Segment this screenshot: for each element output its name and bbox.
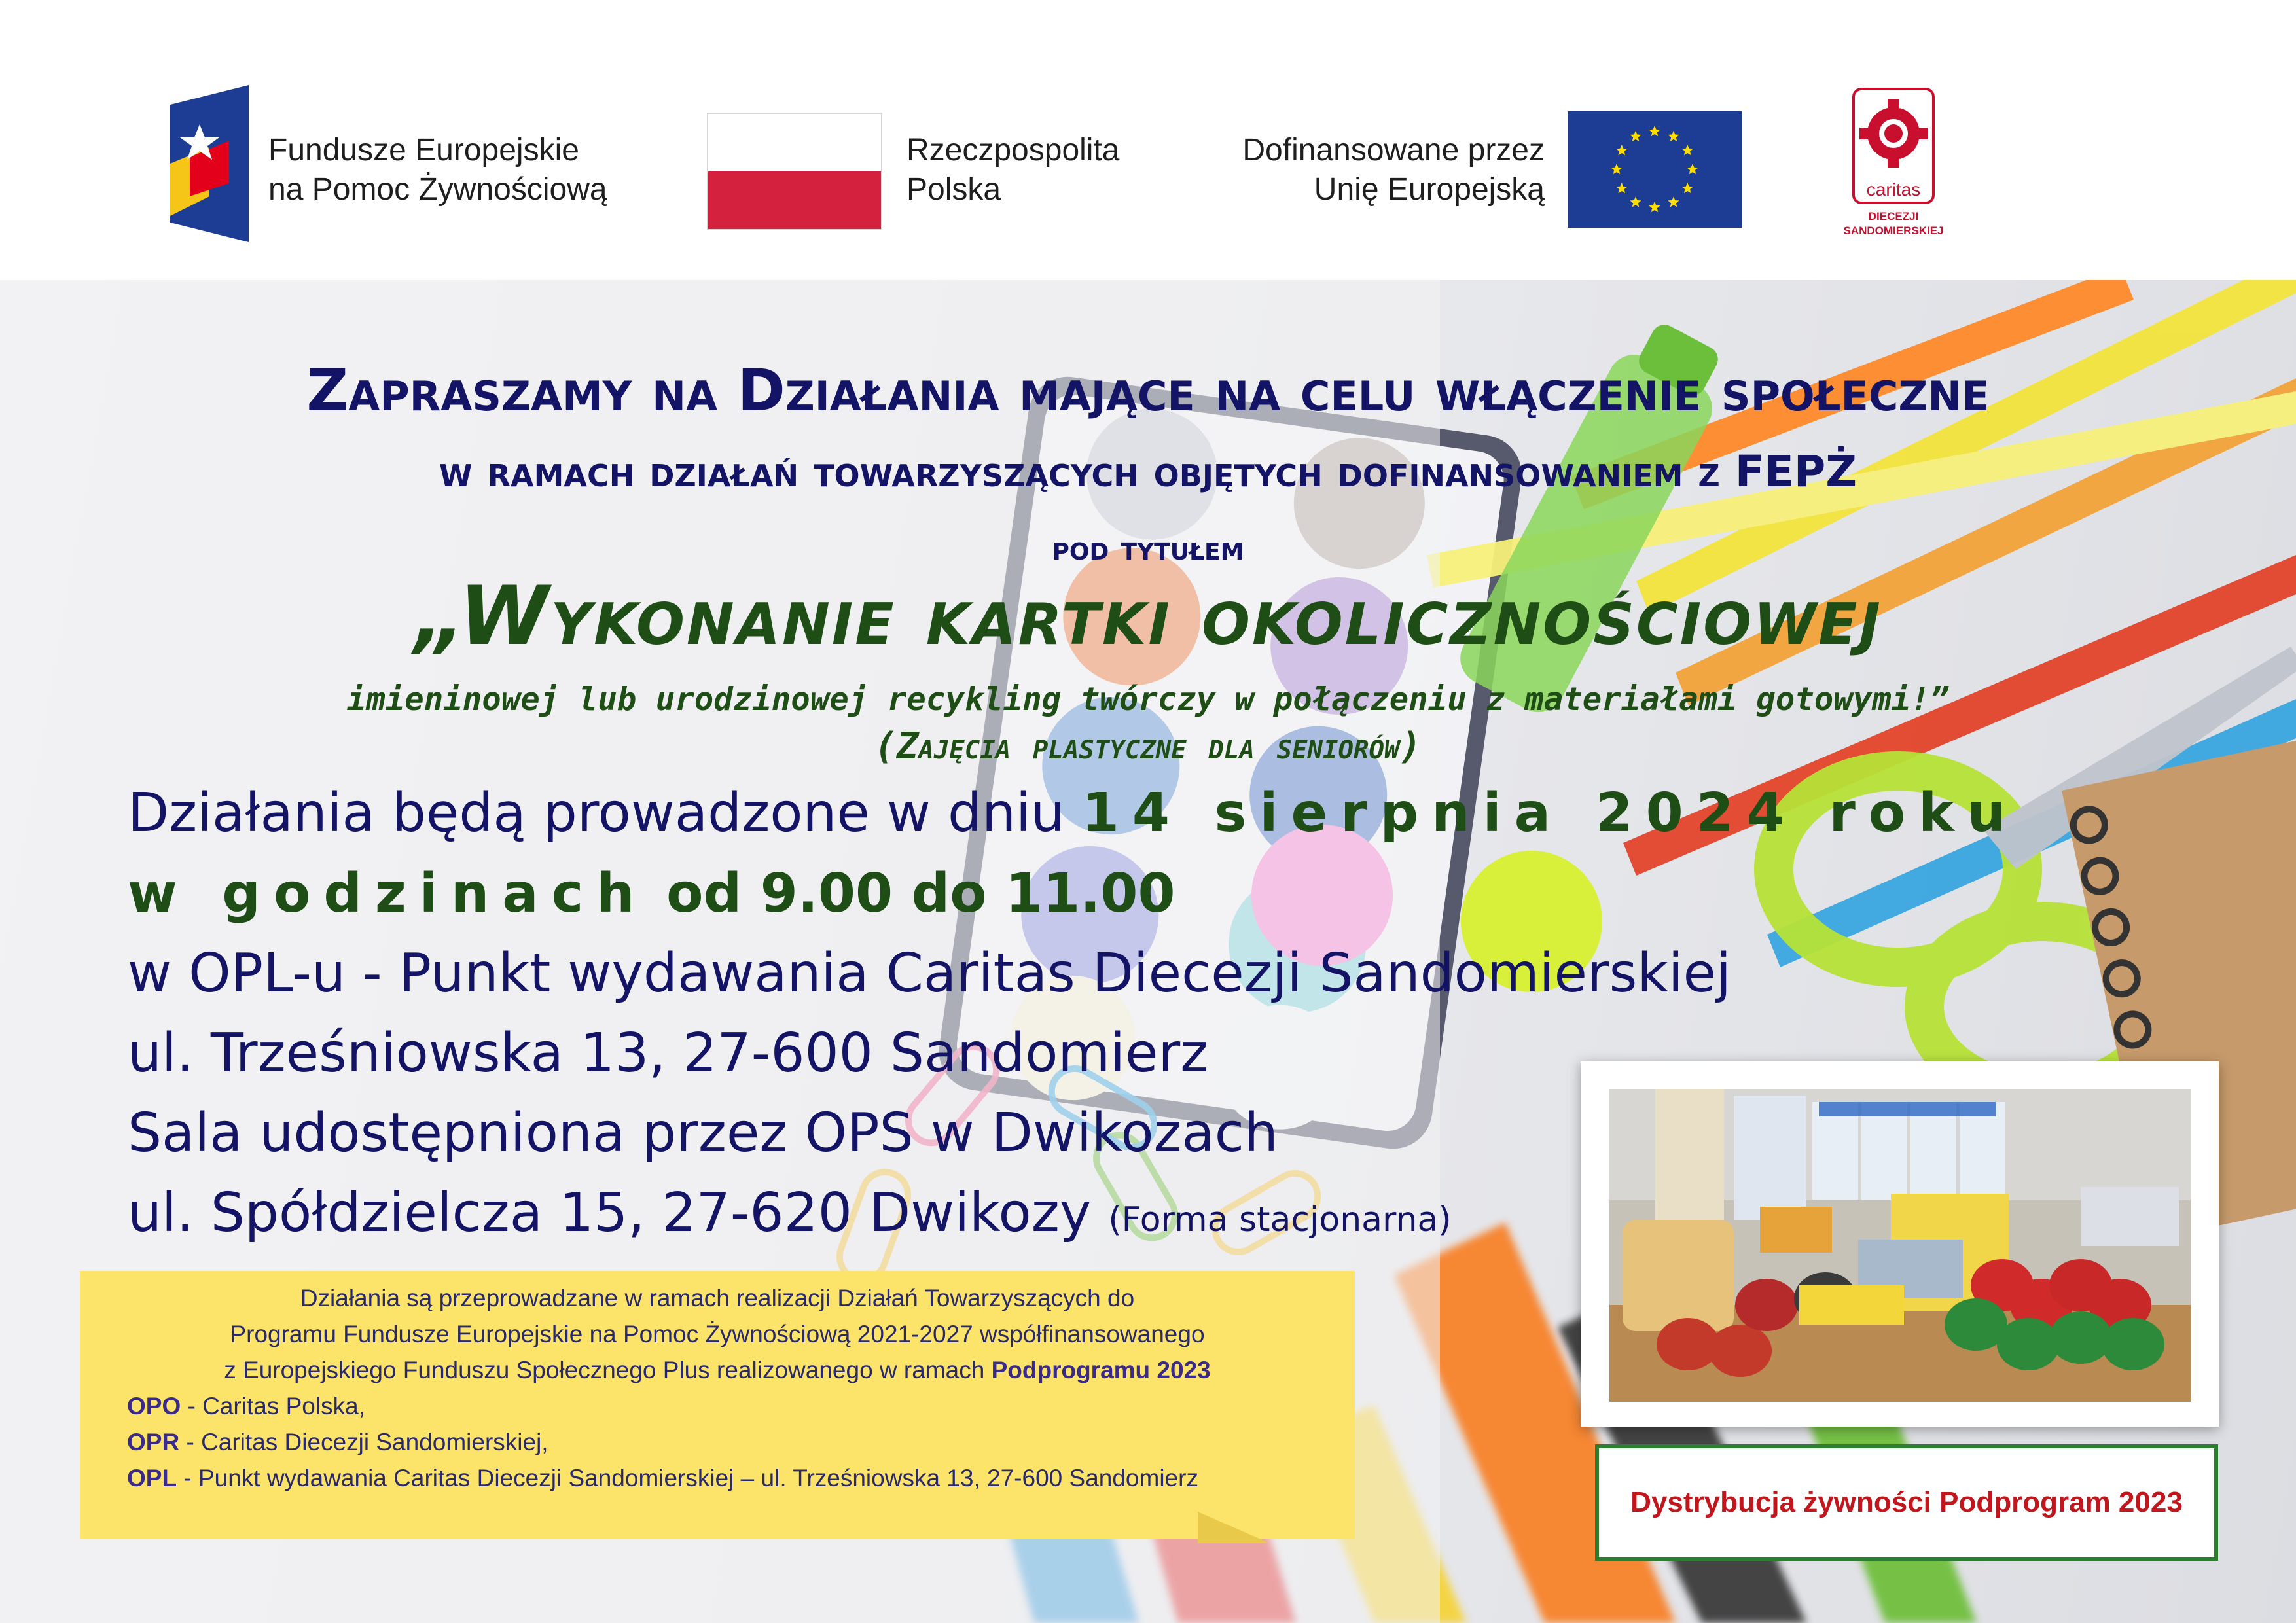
fundusze-europejskie-text xyxy=(268,131,687,209)
fundusze-europejskie-logo xyxy=(164,85,249,242)
pl-line1: Rzeczpospolita xyxy=(906,133,1120,168)
opr-label: OPR xyxy=(127,1429,180,1455)
caritas-sub2: SANDOMIERSKIEJ xyxy=(1843,224,1944,237)
caritas-cross-icon xyxy=(1855,93,1932,178)
logo-header xyxy=(0,0,2296,280)
info-address-line: ul. Trześniowska 13, 27-600 Sandomierz xyxy=(128,1022,1209,1084)
eu-star-icon xyxy=(1687,164,1698,174)
event-date: 14 sierpnia 2024 roku xyxy=(1081,782,2019,844)
distribution-badge: Dystrybucja żywności Podprogram 2023 xyxy=(1595,1444,2218,1561)
hours-label: w godzinach xyxy=(128,863,648,925)
note-opo xyxy=(80,1388,1355,1424)
info-date-line xyxy=(128,782,2018,844)
caritas-sub1: DIECEZJI xyxy=(1868,210,1919,223)
note-opr xyxy=(80,1424,1355,1460)
note-line2: Programu Fundusze Europejskie na Pomoc Żywnościową 2021-2027 współfinansowanego xyxy=(230,1321,1205,1347)
eu-star-icon xyxy=(1649,202,1660,212)
opo-label: OPO xyxy=(127,1393,181,1419)
sugar-bag xyxy=(1910,1102,1956,1200)
food-can xyxy=(1735,1279,1798,1331)
info-location-line: w OPL-u - Punkt wydawania Caritas Diecezji Sandomierskiej xyxy=(128,942,1731,1005)
rzeczpospolita-text xyxy=(906,131,1142,209)
sugar-bag xyxy=(1812,1102,1858,1200)
info-hours-line xyxy=(128,863,1175,925)
eu-star-icon xyxy=(1630,131,1641,141)
note-line3-text: z Europejskiego Funduszu Społecznego Plus realizowanego w ramach xyxy=(224,1357,992,1383)
eu-star-icon xyxy=(1616,183,1627,193)
fe-line2: na Pomoc Żywnościową xyxy=(268,172,607,207)
flour-bag xyxy=(1734,1096,1806,1220)
caritas-word: caritas xyxy=(1866,179,1921,200)
food-products-image xyxy=(1609,1089,2191,1402)
event-title: „Wykonanie kartki okolicznościowej xyxy=(414,569,1882,664)
program-heading: w ramach działań towarzyszących objętych dofinansowaniem z FEPŻ xyxy=(439,446,1857,497)
flour-bag xyxy=(1655,1089,1724,1220)
pasta-bag xyxy=(1623,1220,1734,1331)
eu-star-icon xyxy=(1682,145,1693,155)
eu-star-icon xyxy=(1616,145,1627,155)
fe-line1: Fundusze Europejskie xyxy=(268,133,579,168)
titled-label: pod tytułem xyxy=(1052,529,1244,568)
eu-star-icon xyxy=(1668,196,1679,207)
note-line1: Działania są przeprowadzane w ramach realizacji Działań Towarzyszących do xyxy=(300,1285,1135,1311)
info-venue-line: Sala udostępniona przez OPS w Dwikozach xyxy=(128,1102,1278,1164)
food-distribution-photo xyxy=(1581,1061,2219,1427)
opr-text: - Caritas Diecezji Sandomierskiej, xyxy=(179,1429,548,1455)
eu-line2: Unię Europejską xyxy=(1314,172,1545,207)
eu-line1: Dofinansowane przez xyxy=(1242,133,1545,168)
opl-text: - Punkt wydawania Caritas Diecezji Sandomierskiej – ul. Trześniowska 13, 27-600 Sandomierz xyxy=(177,1465,1198,1491)
eu-star-icon xyxy=(1630,196,1641,207)
eu-star-icon xyxy=(1682,183,1693,193)
invitation-heading: Zapraszamy na Działania mające na celu włączenie społeczne xyxy=(306,357,1990,424)
sugar-bag xyxy=(1960,1102,2005,1200)
caritas-logo xyxy=(1838,88,1949,245)
eu-cofinanced-text xyxy=(1191,131,1545,209)
note-subprogram: Podprogramu 2023 xyxy=(991,1357,1211,1383)
pl-line2: Polska xyxy=(906,172,1001,207)
eu-star-icon xyxy=(1649,126,1660,136)
venue-address: ul. Spółdzielcza 15, 27-620 Dwikozy xyxy=(128,1182,1109,1244)
form-note: (Forma stacjonarna) xyxy=(1108,1200,1452,1240)
eu-star-icon xyxy=(1668,131,1679,141)
polish-flag xyxy=(707,113,882,230)
sprat-can xyxy=(2081,1187,2179,1246)
note-fold xyxy=(1198,1512,1270,1543)
opo-text: - Caritas Polska, xyxy=(181,1393,365,1419)
food-can xyxy=(2102,1318,2164,1370)
note-line3 xyxy=(80,1352,1355,1388)
marbellas-pack xyxy=(1760,1207,1832,1253)
food-can xyxy=(1709,1325,1772,1377)
note-opl xyxy=(80,1460,1355,1496)
caritas-diocese xyxy=(1838,209,1949,238)
gouda-cheese xyxy=(1799,1285,1904,1325)
eu-flag xyxy=(1568,111,1742,228)
info-venue-address-line xyxy=(128,1182,1452,1244)
caritas-badge xyxy=(1852,88,1935,204)
event-subtitle: imieninowej lub urodzinowej recykling twórczy w połączeniu z materiałami gotowymi!” xyxy=(346,681,1950,718)
eu-star-icon xyxy=(1611,164,1622,174)
program-info-note xyxy=(80,1271,1355,1539)
event-audience: (Zajęcia plastyczne dla seniorów) xyxy=(874,725,1422,768)
sugar-bag xyxy=(1861,1102,1907,1200)
opl-label: OPL xyxy=(127,1465,177,1491)
date-prefix: Działania będą prowadzone w dniu xyxy=(128,782,1082,844)
event-hours: od 9.00 do 11.00 xyxy=(647,863,1175,925)
